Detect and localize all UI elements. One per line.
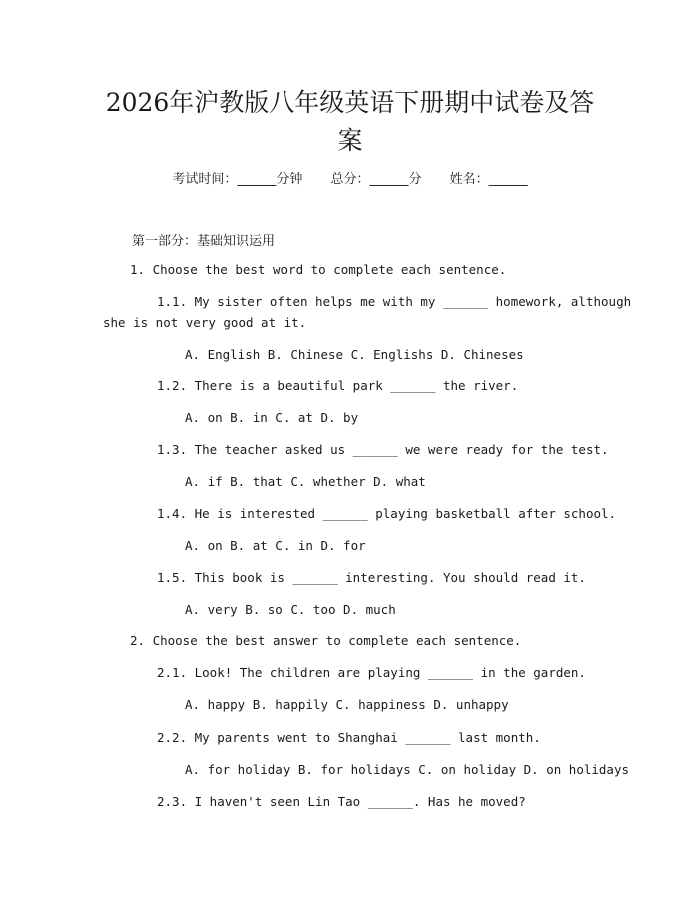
title-line-1: 2026年沪教版八年级英语下册期中试卷及答 (105, 88, 595, 117)
question-stem: 1.1. My sister often helps me with my ______ homework, although (157, 294, 632, 309)
question-stem: 2.1. Look! The children are playing ______ in the garden. (157, 665, 586, 680)
title-line-2: 案 (337, 126, 363, 155)
exam-total-score: 总分：______分 (330, 172, 422, 187)
answer-options: A. happy B. happily C. happiness D. unhappy (185, 697, 509, 712)
question-heading-2: 2. Choose the best answer to complete each sentence. (130, 633, 522, 648)
section-title: 第一部分：基础知识运用 (132, 234, 276, 249)
answer-options: A. on B. in C. at D. by (185, 410, 359, 425)
student-name-field: 姓名：______ (449, 172, 528, 187)
answer-options: A. English B. Chinese C. Englishs D. Chineses (185, 347, 524, 362)
question-stem: 2.2. My parents went to Shanghai ______ last month. (157, 730, 541, 745)
document-title (60, 84, 640, 160)
question-heading-1: 1. Choose the best word to complete each sentence. (130, 262, 507, 277)
exam-time: 考试时间：______分钟 (172, 172, 303, 187)
answer-options: A. if B. that C. whether D. what (185, 474, 426, 489)
question-stem: 1.3. The teacher asked us ______ we were ready for the test. (157, 442, 609, 457)
answer-options: A. for holiday B. for holidays C. on holiday D. on holidays (185, 762, 630, 777)
question-stem: 2.3. I haven't seen Lin Tao ______. Has he moved? (157, 794, 526, 809)
question-stem: 1.5. This book is ______ interesting. You should read it. (157, 570, 586, 585)
exam-meta (0, 168, 700, 187)
question-stem: 1.2. There is a beautiful park ______ the river. (157, 378, 519, 393)
question-stem: 1.4. He is interested ______ playing basketball after school. (157, 506, 617, 521)
question-stem-continued: she is not very good at it. (103, 315, 307, 330)
answer-options: A. very B. so C. too D. much (185, 602, 396, 617)
answer-options: A. on B. at C. in D. for (185, 538, 366, 553)
